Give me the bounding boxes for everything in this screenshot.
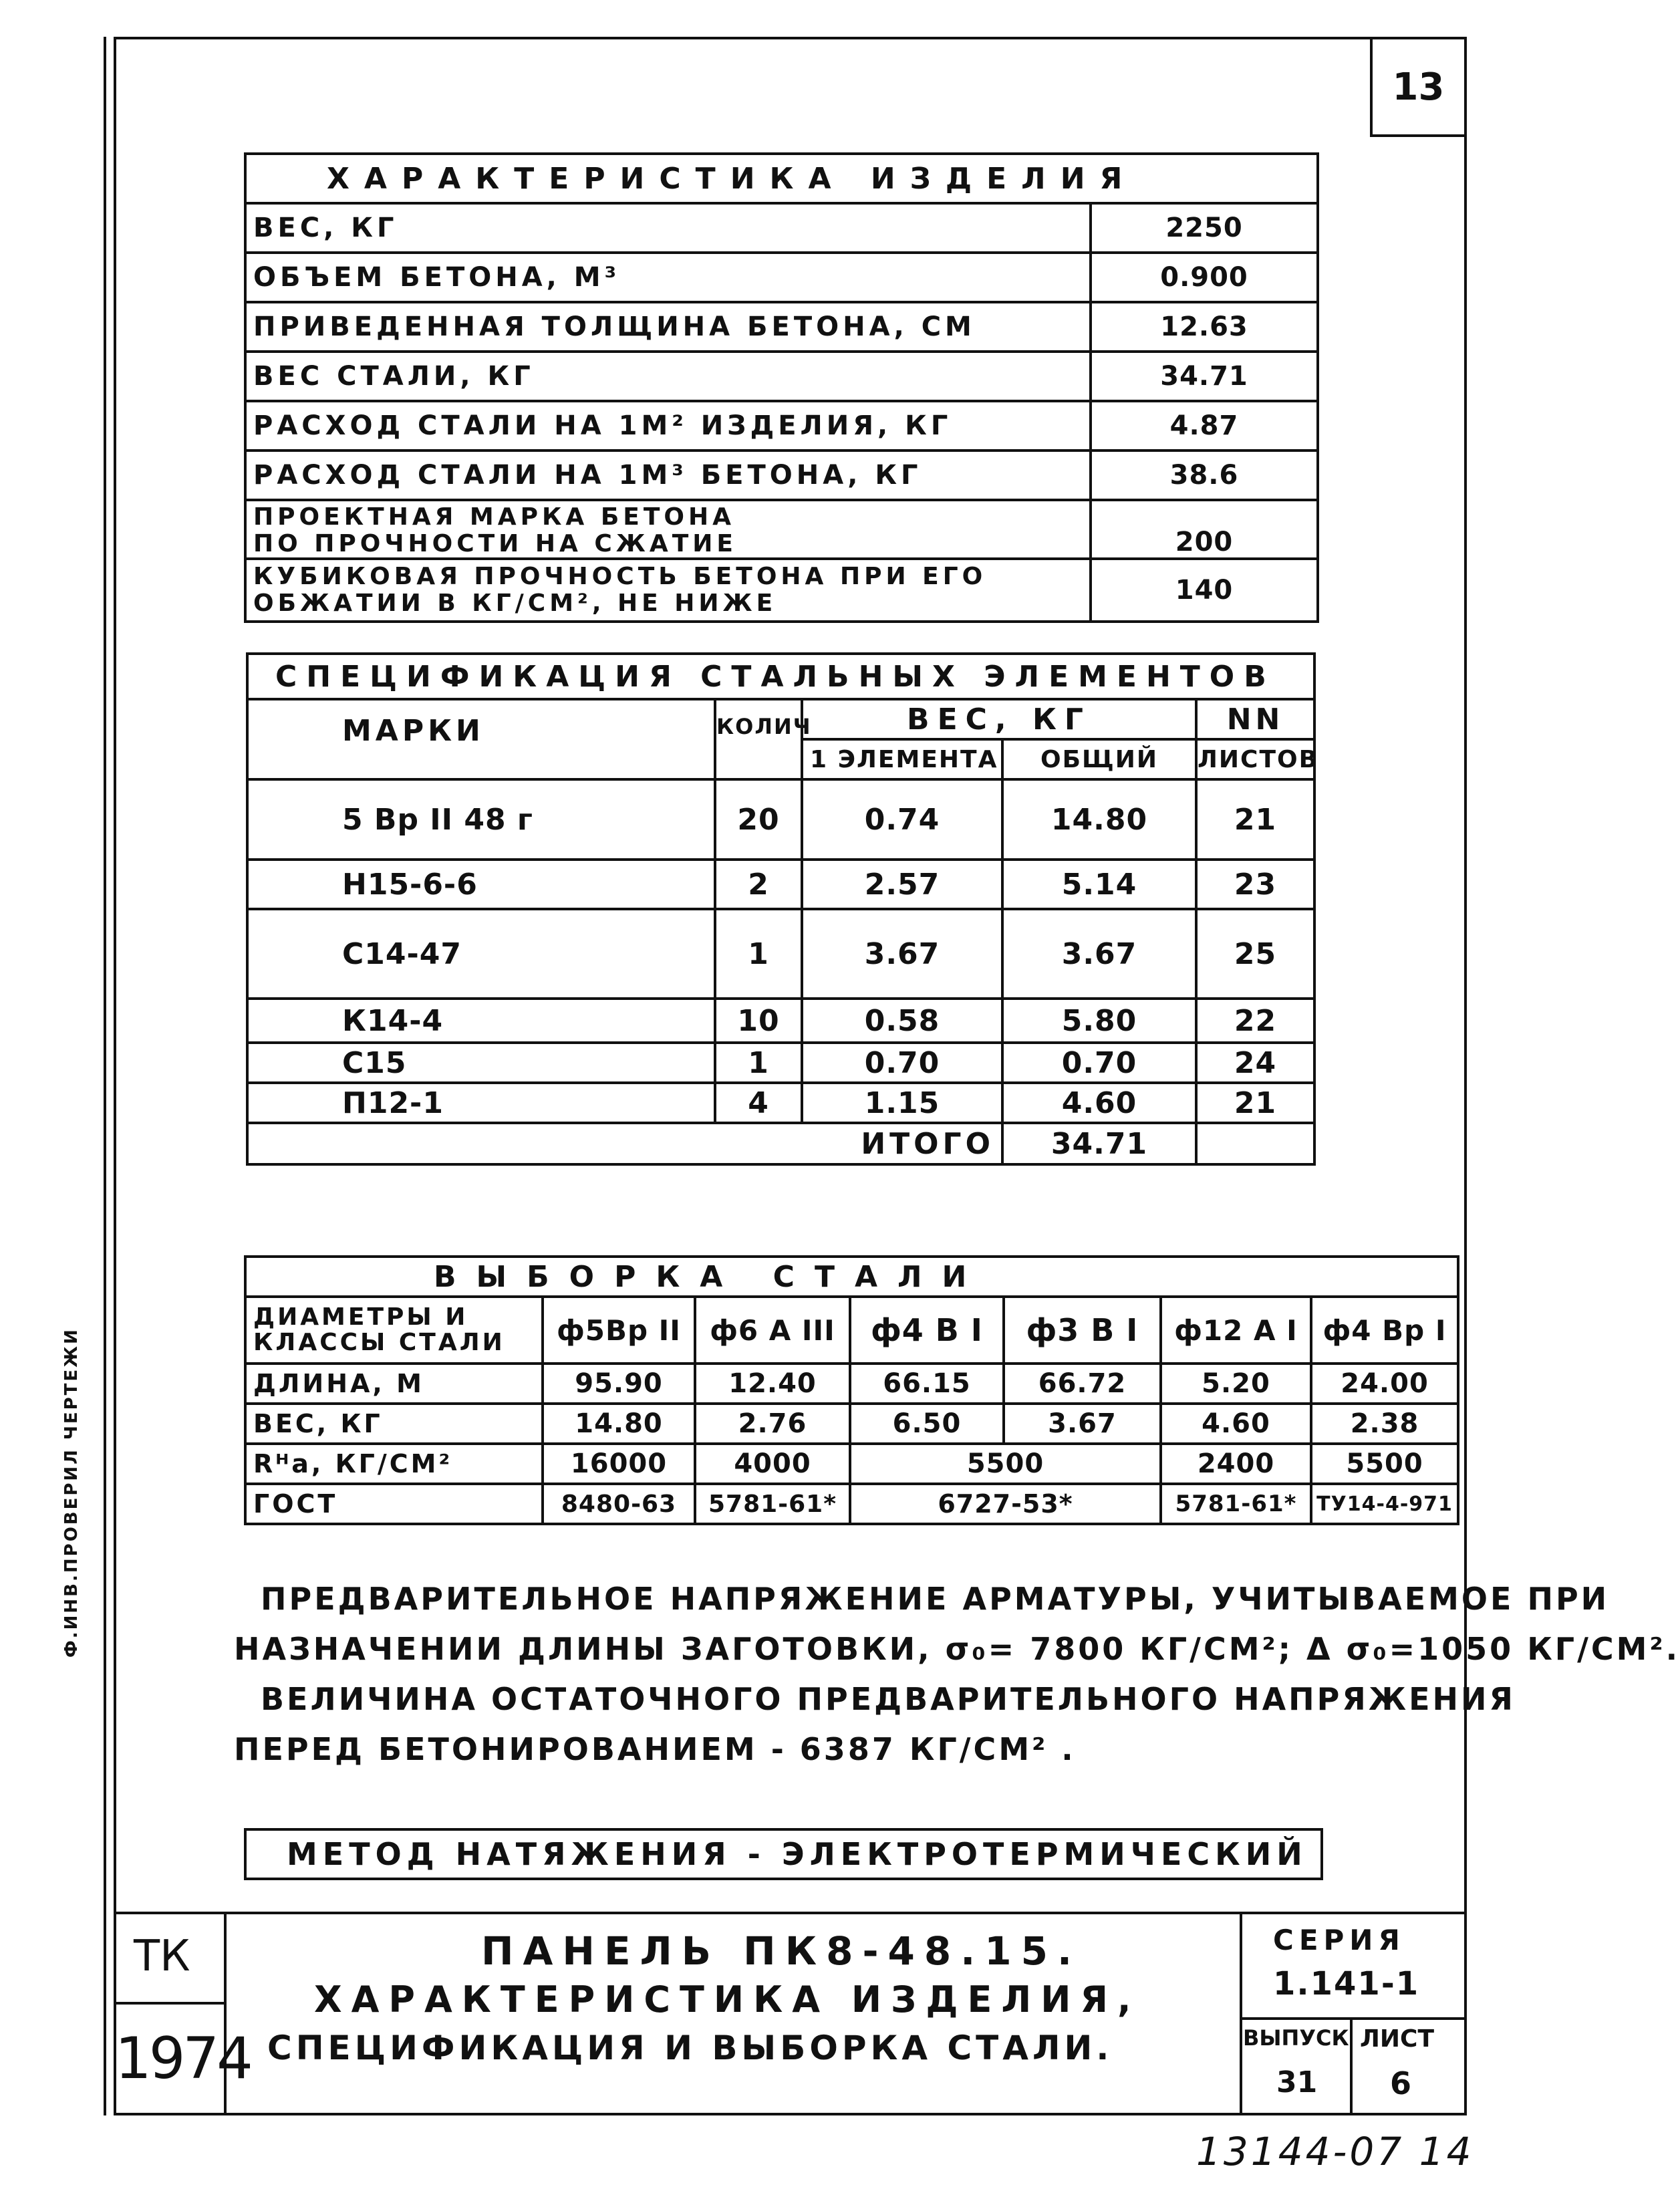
table-row	[245, 1444, 1458, 1484]
cell-mark: 5 Вр II 48 г	[247, 779, 715, 860]
class-cell: ф3 В I	[1004, 1297, 1161, 1364]
sheet-label: ЛИСТ	[1360, 2025, 1435, 2053]
class-cell: ф4 Вр I	[1311, 1297, 1458, 1364]
class-cell: ф12 А I	[1161, 1297, 1311, 1364]
title-block-series-divider	[1240, 2017, 1467, 2020]
sheet-number-box	[1370, 37, 1467, 137]
side-stamp-text: Ф.ИНВ.ПРОВЕРИЛ ЧЕРТЕЖИ	[61, 1327, 82, 1658]
row-label-weight: ВЕС, КГ	[245, 1404, 543, 1444]
cell-qty: 20	[715, 779, 802, 860]
cell-unit: 0.74	[802, 779, 1002, 860]
table-title: ХАРАКТЕРИСТИКА ИЗДЕЛИЯ	[245, 154, 1318, 203]
header-per-element: 1 ЭЛЕМЕНТА	[802, 739, 1002, 779]
cell-unit: 0.70	[802, 1043, 1002, 1083]
gost-cell: ТУ14-4-971	[1311, 1484, 1458, 1524]
ra-cell: 2400	[1161, 1444, 1311, 1484]
title-block-right-divider	[1240, 1912, 1242, 2115]
header-classes-label: ДИАМЕТРЫ И КЛАССЫ СТАЛИ	[245, 1297, 543, 1364]
length-cell: 12.40	[695, 1364, 850, 1404]
gost-cell: 6727-53*	[850, 1484, 1161, 1524]
row-label-length: ДЛИНА, М	[245, 1364, 543, 1404]
cell-total: 5.14	[1002, 860, 1196, 909]
header-sheets-1: NN	[1196, 699, 1314, 739]
cell-sheet: 21	[1196, 779, 1314, 860]
steel-selection-table	[244, 1255, 1459, 1525]
weight-cell: 6.50	[850, 1404, 1004, 1444]
gost-cell: 5781-61*	[1161, 1484, 1311, 1524]
ra-cell: 5500	[850, 1444, 1161, 1484]
length-cell: 66.72	[1004, 1364, 1161, 1404]
table-row	[247, 909, 1314, 999]
steel-spec-table	[246, 652, 1319, 1166]
row-label: ПРИВЕДЕННАЯ ТОЛЩИНА БЕТОНА, СМ	[245, 302, 1091, 352]
ra-cell: 4000	[695, 1444, 850, 1484]
title-line-3: СПЕЦИФИКАЦИЯ И ВЫБОРКА СТАЛИ.	[267, 2029, 1113, 2067]
cell-qty: 2	[715, 860, 802, 909]
length-cell: 24.00	[1311, 1364, 1458, 1404]
cell-sheet: 25	[1196, 909, 1314, 999]
row-label: КУБИКОВАЯ ПРОЧНОСТЬ БЕТОНА ПРИ ЕГО ОБЖАТИИ В КГ/СМ², НЕ НИЖЕ	[245, 559, 1091, 622]
cell-qty: 1	[715, 1043, 802, 1083]
cell-total: 3.67	[1002, 909, 1196, 999]
cell-unit: 2.57	[802, 860, 1002, 909]
length-cell: 5.20	[1161, 1364, 1311, 1404]
cell-unit: 3.67	[802, 909, 1002, 999]
row-label: РАСХОД СТАЛИ НА 1М² ИЗДЕЛИЯ, КГ	[245, 401, 1091, 451]
binding-line	[104, 37, 106, 2115]
table-row	[247, 779, 1314, 860]
title-line-2: ХАРАКТЕРИСТИКА ИЗДЕЛИЯ,	[314, 1978, 1141, 2021]
sheet-number: 13	[1392, 65, 1445, 109]
row-value: 38.6	[1091, 451, 1318, 500]
ra-cell: 16000	[543, 1444, 695, 1484]
weight-cell: 2.76	[695, 1404, 850, 1444]
length-cell: 66.15	[850, 1364, 1004, 1404]
row-value: 4.87	[1091, 401, 1318, 451]
row-label: ПРОЕКТНАЯ МАРКА БЕТОНА ПО ПРОЧНОСТИ НА СЖАТИЕ	[245, 500, 1091, 559]
header-weight: ВЕС, КГ	[802, 699, 1196, 739]
side-stamp	[61, 1327, 82, 1658]
cell-total: 0.70	[1002, 1043, 1196, 1083]
length-cell: 95.90	[543, 1364, 695, 1404]
gost-cell: 5781-61*	[695, 1484, 850, 1524]
method-text: МЕТОД НАТЯЖЕНИЯ - ЭЛЕКТРОТЕРМИЧЕСКИЙ	[287, 1836, 1308, 1872]
title-block-org-year-divider	[114, 2002, 224, 2005]
table-title: ВЫБОРКА СТАЛИ	[245, 1257, 1458, 1297]
method-box	[244, 1828, 1323, 1880]
table-row	[247, 1043, 1314, 1083]
class-cell: ф4 В I	[850, 1297, 1004, 1364]
cell-sheet: 21	[1196, 1083, 1314, 1123]
total-row	[247, 1123, 1314, 1164]
cell-total: 14.80	[1002, 779, 1196, 860]
class-cell: ф5Вр II	[543, 1297, 695, 1364]
series-value: 1.141-1	[1273, 1965, 1420, 2003]
cell-total: 5.80	[1002, 999, 1196, 1043]
cell-sheet: 23	[1196, 860, 1314, 909]
row-value: 34.71	[1091, 352, 1318, 401]
table-title: СПЕЦИФИКАЦИЯ СТАЛЬНЫХ ЭЛЕМЕНТОВ	[247, 654, 1314, 699]
title-line-1: ПАНЕЛЬ ПК8-48.15.	[481, 1928, 1082, 1974]
cell-mark: С14-47	[247, 909, 715, 999]
cell-empty	[1196, 1123, 1314, 1164]
cell-qty: 1	[715, 909, 802, 999]
org-code: ТК	[134, 1932, 190, 1981]
gost-cell: 8480-63	[543, 1484, 695, 1524]
table-row	[245, 1484, 1458, 1524]
issue-label: ВЫПУСК	[1243, 2025, 1349, 2051]
issue-value: 31	[1276, 2065, 1318, 2099]
cell-mark: Н15-6-6	[247, 860, 715, 909]
row-label: ОБЪЕМ БЕТОНА, М³	[245, 253, 1091, 302]
cell-mark: К14-4	[247, 999, 715, 1043]
note-line-2: НАЗНАЧЕНИИ ДЛИНЫ ЗАГОТОВКИ, σ₀= 7800 КГ/СМ²; Δ σ₀=1050 КГ/СМ².	[234, 1631, 1680, 1667]
product-characteristics-table	[244, 152, 1319, 623]
cell-unit: 0.58	[802, 999, 1002, 1043]
note-line-1: ПРЕДВАРИТЕЛЬНОЕ НАПРЯЖЕНИЕ АРМАТУРЫ, УЧИТЫВАЕМОЕ ПРИ	[261, 1581, 1610, 1617]
cell-mark: С15	[247, 1043, 715, 1083]
row-value: 12.63	[1091, 302, 1318, 352]
note-line-4: ПЕРЕД БЕТОНИРОВАНИЕМ - 6387 КГ/СМ² .	[234, 1731, 1076, 1767]
table-row	[245, 1404, 1458, 1444]
header-sheets-2: ЛИСТОВ	[1196, 739, 1314, 779]
row-label: РАСХОД СТАЛИ НА 1М³ БЕТОНА, КГ	[245, 451, 1091, 500]
ra-cell: 5500	[1311, 1444, 1458, 1484]
year: 1974	[115, 2025, 251, 2092]
note-line-3: ВЕЛИЧИНА ОСТАТОЧНОГО ПРЕДВАРИТЕЛЬНОГО НАПРЯЖЕНИЯ	[261, 1681, 1516, 1717]
row-value: 0.900	[1091, 253, 1318, 302]
header-qty: КОЛИЧ	[715, 699, 802, 779]
cell-sheet: 22	[1196, 999, 1314, 1043]
class-cell: ф6 А III	[695, 1297, 850, 1364]
weight-cell: 3.67	[1004, 1404, 1161, 1444]
sheet-value: 6	[1390, 2065, 1412, 2101]
table-row	[245, 1364, 1458, 1404]
cell-empty	[247, 1123, 802, 1164]
row-value: 2250	[1091, 203, 1318, 253]
row-value: 140	[1091, 559, 1318, 622]
cell-qty: 4	[715, 1083, 802, 1123]
cell-total: 4.60	[1002, 1083, 1196, 1123]
cell-unit: 1.15	[802, 1083, 1002, 1123]
series-label: СЕРИЯ	[1273, 1924, 1405, 1956]
row-label: ВЕС СТАЛИ, КГ	[245, 352, 1091, 401]
total-label: ИТОГО	[802, 1123, 1002, 1164]
row-value: 200	[1091, 500, 1318, 559]
weight-cell: 2.38	[1311, 1404, 1458, 1444]
weight-cell: 4.60	[1161, 1404, 1311, 1444]
header-total: ОБЩИЙ	[1002, 739, 1196, 779]
footer-number: 13144-07 14	[1196, 2129, 1474, 2174]
table-row	[247, 860, 1314, 909]
row-label-gost: ГОСТ	[245, 1484, 543, 1524]
row-label: ВЕС, КГ	[245, 203, 1091, 253]
cell-mark: П12-1	[247, 1083, 715, 1123]
table-row	[247, 1083, 1314, 1123]
cell-sheet: 24	[1196, 1043, 1314, 1083]
total-value: 34.71	[1002, 1123, 1196, 1164]
header-marks: МАРКИ	[247, 699, 715, 779]
cell-qty: 10	[715, 999, 802, 1043]
row-label-ra: Rᴴa, КГ/СМ²	[245, 1444, 543, 1484]
title-block-issue-divider	[1350, 2017, 1353, 2115]
weight-cell: 14.80	[543, 1404, 695, 1444]
table-row	[247, 999, 1314, 1043]
